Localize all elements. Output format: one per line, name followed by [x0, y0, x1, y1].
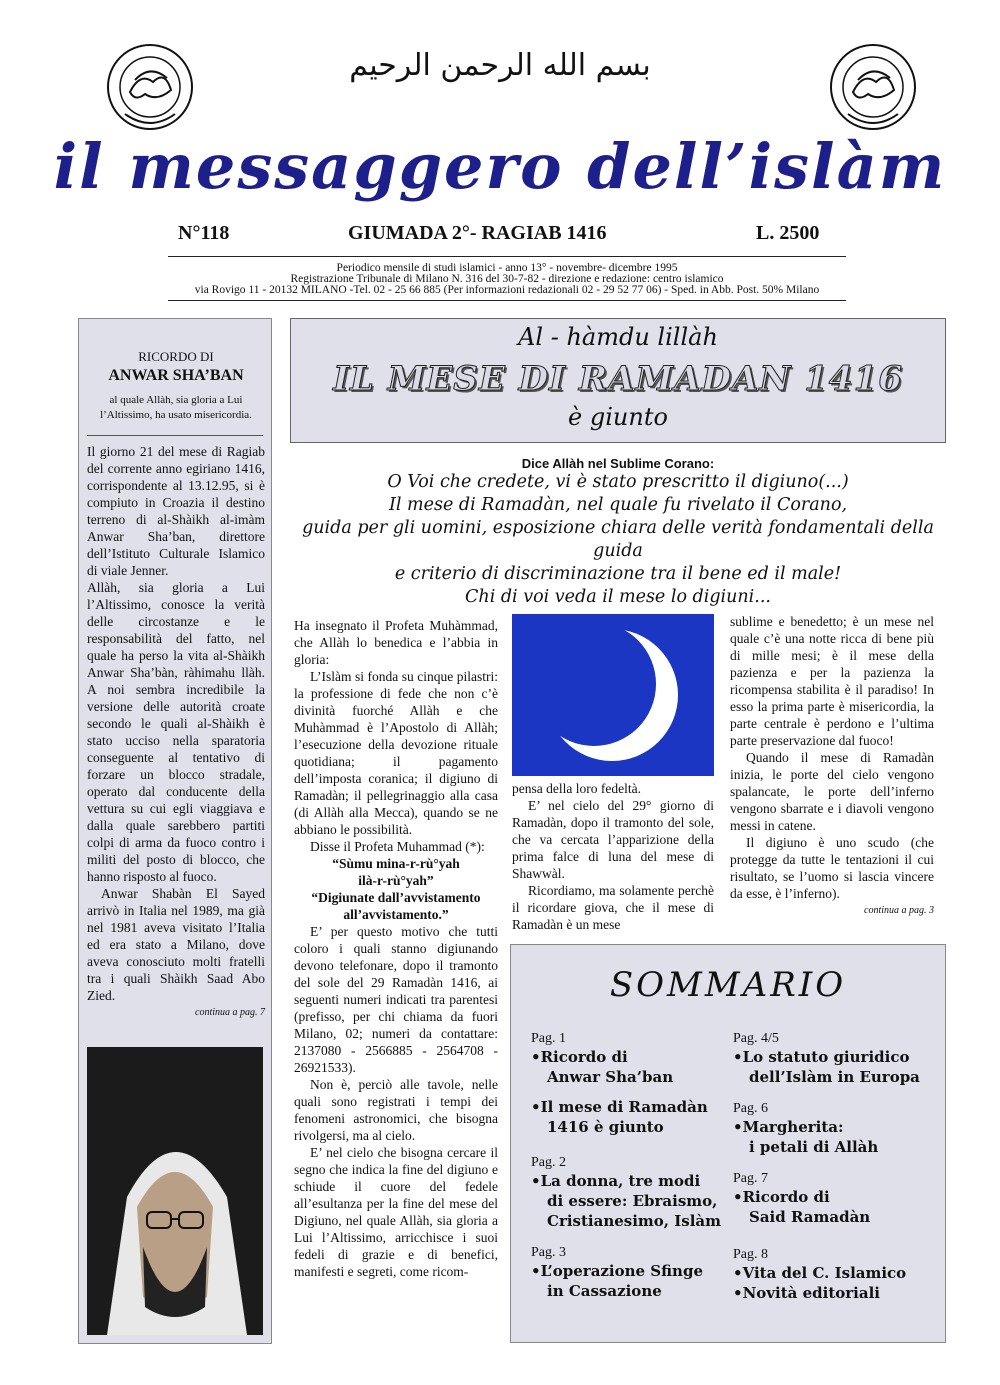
info-line: Registrazione Tribunale di Milano N. 316 del 30-7-82 - direzione e redazione: centro islamico: [290, 273, 724, 285]
paragraph: Il giorno 21 del mese di Ragiab del corrente anno egiriano 1416, corrispondente al 13.12.95, si è compiuto in Croazia il destino terreno di al-Shàikh al-imàm Anwar Sha’ban, direttore dell’Istituto Culturale Islamico di viale Jenner.: [87, 444, 265, 578]
hadith-translation: all’avvistamento.”: [343, 907, 449, 922]
paragraph: Allàh, sia gloria a Lui l’Altissimo, conosce la verità delle circostanze e le responsabilità del fatto, nel quale ha perso la vita al-Shàikh Anwar Sha’bàn, ràhimahu llàh. A noi sembra incredibile la versione delle autorità croate secondo le quali al-Shàikh è stato ucciso nella sparatoria conseguente al tentativo di forzare un blocco stradale, operato dal conducente della vettura su cui egli viaggiava e dalla quale sarebbero partiti colpi di arma da fuoco contro i militi del posto di blocco, che hanno risposto al fuoco.: [87, 580, 265, 884]
headline-box: [290, 318, 946, 443]
info-line: Periodico mensile di studi islamici - anno 13° - novembre- dicembre 1995: [336, 262, 678, 274]
toc-item[interactable]: [733, 1247, 906, 1303]
paragraph: Non è, perciò alle tavole, nelle quali sono registrati i tempi dei fenomeni astronomici, che bisogna rivolgersi, ma al cielo.: [294, 1077, 498, 1143]
paragraph: E’ nel cielo del 29° giorno di Ramadàn, dopo il tramonto del sole, che va cercata l’apparizione della prima falce di luna del mese di Shawwàl.: [512, 798, 714, 881]
quran-quote: [290, 456, 946, 609]
continued-link: continua a pag. 7: [195, 1007, 265, 1018]
quote-line: Il mese di Ramadàn, nel quale fu rivelato il Corano,: [388, 495, 848, 515]
toc-title-line: •L’operazione Sfinge: [531, 1262, 703, 1280]
issue-price: L. 2500: [756, 222, 820, 244]
hadith-translation: “Digiunate dall’avvistamento: [311, 890, 481, 905]
toc-page: Pag. 3: [531, 1245, 566, 1260]
obituary-text: [87, 443, 265, 1021]
paragraph: Ricordiamo, ma solamente perchè il ricordare giova, che il mese di Ramadàn è un mese: [512, 883, 714, 932]
header-rule: [168, 256, 846, 257]
toc-page: Pag. 8: [733, 1247, 768, 1262]
paragraph: E’ nel cielo che bisogna cercare il segno che indica la fine del digiuno e schiude il cuore del fedele all’esultanza per la fine del mese del Digiuno, nel quale Allàh, sia gloria a Lui l’Altissimo, arricchisce i suoi fedeli di grazie e di benefici, manifesti e segreti, come ricom-: [294, 1145, 498, 1279]
article-column-2: [512, 780, 714, 933]
header-rule: [168, 300, 846, 301]
article-column-3: [730, 613, 934, 919]
toc-page: Pag. 7: [733, 1171, 768, 1186]
toc-title-line: •Vita del C. Islamico: [733, 1264, 907, 1282]
quote-line: e criterio di discriminazione tra il bene ed il male!: [394, 564, 842, 584]
toc-item[interactable]: [531, 1245, 703, 1301]
paragraph: pensa della loro fedeltà.: [512, 781, 641, 796]
toc-page: Pag. 4/5: [733, 1031, 779, 1046]
paragraph: Ha insegnato il Profeta Muhàmmad, che Allàh lo benedica e l’abbia in gloria:: [294, 618, 498, 667]
info-line: via Rovigo 11 - 20132 MILANO -Tel. 02 - 25 66 885 (Per informazioni redazionali 02 - 29 52 77 06) - Sped. in Abb. Post. 50% Milano: [194, 284, 820, 296]
toc-title-line: dell’Islàm in Europa: [749, 1068, 920, 1086]
toc-title: SOMMARIO: [609, 965, 847, 1005]
divider: [87, 435, 263, 436]
article-column-1: [294, 617, 498, 1280]
hadith-arabic: ilà-r-rù°yah”: [358, 873, 434, 888]
issue-number: N°118: [178, 222, 230, 244]
quote-line: O Voi che credete, vi è stato prescritto il digiuno(...): [387, 472, 849, 492]
obituary-kicker: RICORDO DI: [138, 349, 214, 364]
toc-title-line: •La donna, tre modi: [531, 1172, 701, 1190]
toc-title-line: •Ricordo di: [531, 1048, 628, 1066]
toc-title-line: in Cassazione: [547, 1282, 662, 1300]
obituary-box: [78, 318, 272, 1344]
toc-item[interactable]: [733, 1171, 870, 1227]
toc-page: Pag. 2: [531, 1155, 566, 1170]
toc-item[interactable]: [733, 1031, 920, 1087]
basmala: بسم الله الرحمن الرحيم: [349, 48, 651, 83]
toc-page: Pag. 6: [733, 1101, 768, 1116]
toc-title-line: •Margherita:: [733, 1118, 844, 1136]
toc-item[interactable]: [531, 1097, 708, 1137]
obituary-title: ANWAR SHA’BAN: [108, 367, 244, 384]
table-of-contents: [510, 944, 946, 1343]
issue-row: [178, 222, 838, 252]
toc-title-line: Said Ramadàn: [749, 1208, 871, 1226]
issue-date: GIUMADA 2°- RAGIAB 1416: [348, 222, 607, 244]
portrait-photo: [87, 1047, 263, 1335]
toc-title-line: •Ricordo di: [733, 1188, 830, 1206]
headline-kicker: Al - hàmdu lillàh: [518, 323, 718, 351]
paragraph: L’Islàm si fonda su cinque pilastri: la professione di fede che non c’è divinità fuorché Allàh e che Muhàmmad è l’Apostolo di Allàh; l’esecuzione della devozione rituale quotidiana; il pagamento dell’imposta coranica; il digiuno di Ramadàn; il pellegrinaggio alla casa (di Allàh alla Mecca), quando se ne abbiano le possibilità.: [294, 669, 498, 837]
hadith-arabic: “Sùmu mina-r-rù°yah: [332, 856, 460, 871]
obituary-header: [79, 349, 273, 423]
toc-page: Pag. 1: [531, 1031, 566, 1046]
toc-item[interactable]: [733, 1101, 878, 1157]
toc-title-line: Anwar Sha’ban: [547, 1068, 674, 1086]
quote-intro: Dice Allàh nel Sublime Corano:: [521, 456, 715, 471]
headline-title: IL MESE DI RAMADAN 1416: [333, 359, 903, 399]
paragraph: Disse il Profeta Muhammad (*):: [310, 839, 485, 854]
paragraph: E’ per questo motivo che tutti coloro i quali stanno digiunando devono telefonare, dopo il tramonto del sole del 29 Ramadàn 1416, ai seguenti numeri indicati tra parentesi (prefisso, per chi chiama da fuori Milano, 02; numeri da contattare: 2137080 - 2566885 - 2564708 - 26921533).: [294, 924, 498, 1075]
paragraph: Il digiuno è uno scudo (che protegge da tutte le tentazioni il cui risultato, se l’uomo si lascia vincere da esse, è l’inferno).: [730, 835, 934, 901]
paragraph: sublime e benedetto; è un mese nel quale c’è una notte ricca di bene più di mille mesi; è il mese della pazienza e per la pazienza la ricompensa stabilita è il paradiso! In esso la prima parte è misericordia, la parte centrale è perdono e l’ultima parte preservazione dal fuoco!: [730, 614, 934, 748]
paragraph: Anwar Shabàn El Sayed arrivò in Italia nel 1989, ma già nel 1981 aveva visitato l’Italia ed era stato a Milano, dove aveva conosciuto molti fratelli tra i quali Shàikh Saad Abo Zied.: [87, 886, 265, 1003]
masthead-title: il messaggero dell’islàm: [53, 130, 947, 203]
toc-title-line: •Lo statuto giuridico: [733, 1048, 910, 1066]
crescent-flag-icon: [512, 614, 714, 776]
obituary-subtitle: al quale Allàh, sia gloria a Lui l’Altissimo, ha usato misericordia.: [100, 394, 252, 421]
toc-title-line: •Novità editoriali: [733, 1284, 880, 1302]
continued-link: continua a pag. 3: [864, 905, 934, 916]
toc-title-line: •Il mese di Ramadàn: [531, 1098, 708, 1116]
paragraph: Quando il mese di Ramadàn inizia, le porte del cielo vengono spalancate, le porte dell’inferno vengono sbarrate e i diavoli vengono messi in catene.: [730, 750, 934, 833]
quote-line: Chi di voi veda il mese lo digiuni...: [465, 587, 771, 607]
toc-title-line: Cristianesimo, Islàm: [547, 1212, 721, 1230]
headline-subtitle: è giunto: [568, 403, 668, 431]
toc-title-line: i petali di Allàh: [749, 1138, 879, 1156]
toc-item[interactable]: [531, 1155, 721, 1231]
quote-line: guida per gli uomini, esposizione chiara delle verità fondamentali della guida: [302, 518, 934, 561]
toc-item[interactable]: [531, 1031, 673, 1087]
toc-title-line: di essere: Ebraismo,: [547, 1192, 718, 1210]
toc-title-line: 1416 è giunto: [547, 1118, 664, 1136]
